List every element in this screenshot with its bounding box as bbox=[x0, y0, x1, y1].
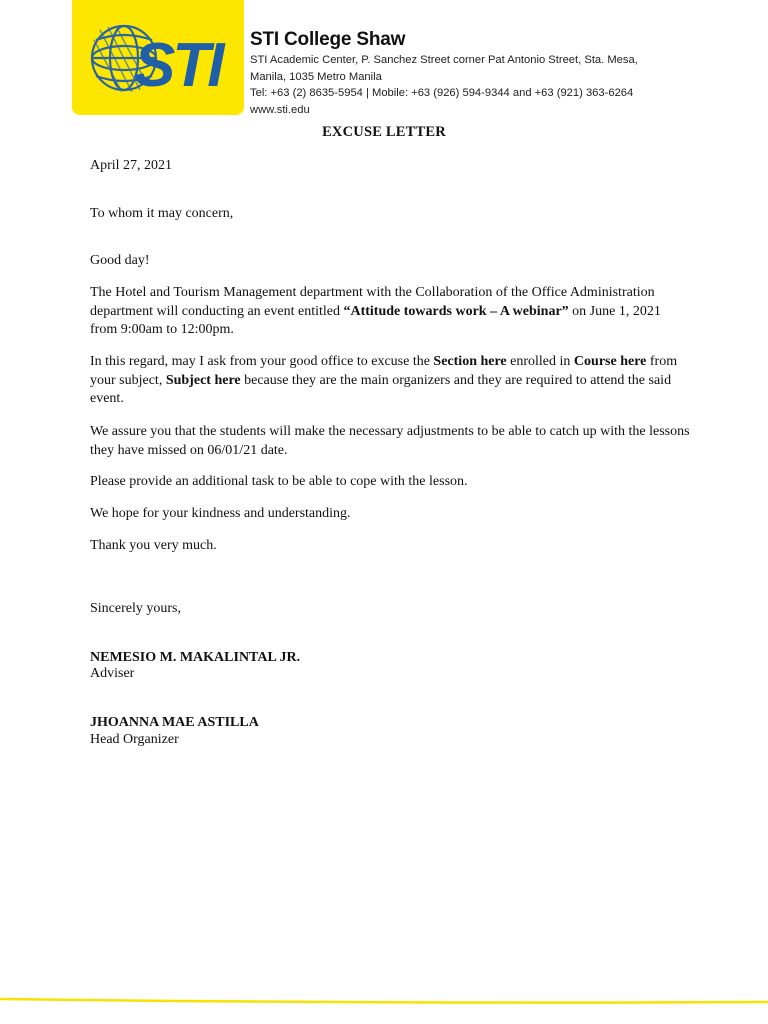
p2-text-g: because they are the main organizers and they are required to attend the said event. bbox=[90, 372, 672, 406]
college-name: STI College Shaw bbox=[250, 29, 406, 50]
sti-logo bbox=[72, 0, 244, 115]
section-placeholder: Section here bbox=[433, 354, 507, 369]
signatory-role-adviser: Adviser bbox=[90, 666, 135, 681]
subject-placeholder: Subject here bbox=[165, 372, 241, 388]
college-info bbox=[250, 28, 638, 118]
p2-text-a: In this regard, may I ask from your good office to excuse the bbox=[90, 354, 434, 369]
p1-text-a: The Hotel and Tourism Management department with the Collaboration of the Office Administration department will conducting an event entitled bbox=[90, 285, 655, 319]
signatory-name-organizer: JHOANNA MAE ASTILLA bbox=[90, 715, 259, 730]
greeting: Good day! bbox=[90, 253, 150, 268]
paragraph-request bbox=[90, 353, 690, 409]
website: www.sti.edu bbox=[250, 103, 310, 116]
logo-text: STI bbox=[134, 31, 222, 100]
letter-date: April 27, 2021 bbox=[90, 158, 173, 173]
p2-text-c: enrolled in bbox=[506, 354, 574, 369]
letter-title: EXCUSE LETTER bbox=[322, 124, 446, 140]
paragraph-assurance: We assure you that the students will make the necessary adjustments to be able to catch up with the lessons they have missed on 06/01/21 date. bbox=[90, 424, 690, 458]
paragraph-kindness: We hope for your kindness and understanding. bbox=[90, 506, 351, 521]
paragraph-task: Please provide an additional task to be able to cope with the lesson. bbox=[90, 474, 468, 489]
p2-text-e: from your subject, bbox=[90, 354, 678, 388]
signatory-role-organizer: Head Organizer bbox=[90, 732, 179, 747]
salutation: To whom it may concern, bbox=[90, 206, 234, 221]
closing: Sincerely yours, bbox=[90, 601, 181, 616]
paragraph-event bbox=[90, 284, 690, 340]
sti-globe-logo-icon bbox=[72, 0, 244, 115]
event-title: “Attitude towards work – A webinar” bbox=[343, 303, 569, 319]
signatory-name-adviser: NEMESIO M. MAKALINTAL JR. bbox=[90, 650, 301, 665]
contact-line: Tel: +63 (2) 8635-5954 | Mobile: +63 (926) 594-9344 and +63 (921) 363-6264 bbox=[250, 87, 634, 99]
p1-text-c: on June 1, 2021 from 9:00am to 12:00pm. bbox=[90, 303, 661, 337]
course-placeholder: Course here bbox=[573, 354, 647, 369]
address-line-1: STI Academic Center, P. Sanchez Street corner Pat Antonio Street, Sta. Mesa, bbox=[250, 54, 638, 66]
paragraph-thanks: Thank you very much. bbox=[90, 538, 217, 553]
address-line-2: Manila, 1035 Metro Manila bbox=[250, 70, 382, 83]
footer-divider bbox=[0, 997, 768, 1005]
